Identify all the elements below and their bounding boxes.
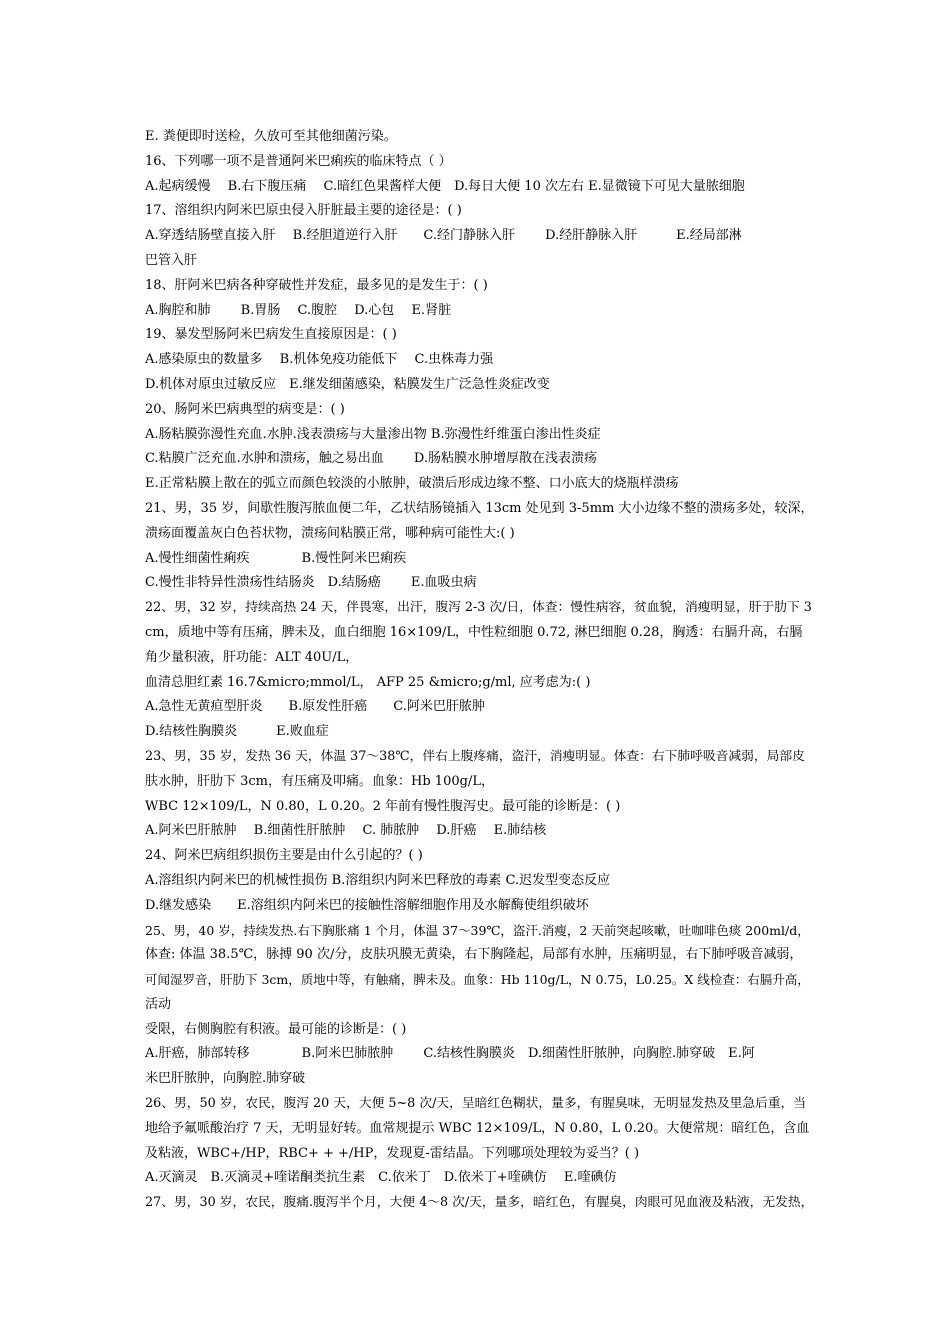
text-line: 溃疡面覆盖灰白色苔状物，溃疡间粘膜正常，哪种病可能性大:( ): [145, 525, 515, 541]
text-line: 巴管入肝: [145, 252, 198, 268]
text-line: A.慢性细菌性痢疾 B.慢性阿米巴痢疾: [145, 550, 407, 566]
text-line: D.继发感染 E.溶组织内阿米巴的接触性溶解细胞作用及水解酶使组织破坏: [145, 897, 589, 913]
text-line: E. 粪便即时送检，久放可至其他细菌污染。: [145, 129, 397, 144]
text-line: 21、男，35 岁，间歇性腹泻脓血便二年，乙状结肠镜插入 13cm 处见到 3-5mm 大小边缘不整的溃疡多处，较深，: [145, 500, 814, 516]
text-line: 可闻湿罗音，肝肋下 3cm，质地中等，有触痛，脾未及。血象：Hb 110g/L，N 0.75，L0.25。X 线检查：右膈升高，: [145, 972, 810, 988]
text-line: 体查: 体温 38.5℃，脉搏 90 次/分，皮肤巩膜无黄染，右下胸隆起，局部有水肿，压痛明显，右下肺呼吸音减弱，: [145, 947, 803, 963]
text-line: D.结核性胸膜炎 E.败血症: [145, 724, 329, 740]
text-line: A.溶组织内阿米巴的机械性损伤 B.溶组织内阿米巴释放的毒素 C.迟发型变态反应: [145, 872, 611, 888]
text-line: A.灭滴灵 B.灭滴灵+喹诺酮类抗生素 C.依米丁 D.依米丁+喹碘仿 E.喹碘仿: [145, 1170, 617, 1186]
text-line: 及粘液，WBC+/HP，RBC+ + +/HP，发现夏-雷结晶。下列哪项处理较为妥当？( ): [145, 1145, 640, 1161]
text-line: 血清总胆红素 16.7&micro;mmol/L， AFP 25 &micro;g/ml, 应考虑为:( ): [145, 674, 591, 690]
text-line: 22、男，32 岁，持续高热 24 天，伴畏寒，出汗，腹泻 2-3 次/日，体查：慢性病容，贫血貌，消瘦明显，肝于肋下 3: [145, 600, 812, 616]
text-line: C.慢性非特异性溃疡性结肠炎 D.结肠癌 E.血吸虫病: [145, 575, 477, 591]
text-line: 米巴肝脓肿，向胸腔.肺穿破: [145, 1071, 306, 1087]
text-line: D.机体对原虫过敏反应 E.继发细菌感染，粘膜发生广泛急性炎症改变: [145, 376, 550, 392]
text-line: 27、男，30 岁，农民，腹痛.腹泻半个月，大便 4～8 次/天，量多，暗红色，有腥臭，肉眼可见血液及粘液，无发热，: [145, 1195, 814, 1211]
text-line: 角少量积液，肝功能：ALT 40U/L，: [145, 649, 359, 665]
text-line: 19、暴发型肠阿米巴病发生直接原因是：( ): [145, 327, 397, 343]
text-line: C.粘膜广泛充血.水肿和溃疡，触之易出血 D.肠粘膜水肿增厚散在浅表溃疡: [145, 451, 597, 467]
text-line: 23、男，35 岁，发热 36 天，体温 37～38℃，伴右上腹疼痛，盗汗，消瘦明显。体查：右下肺呼吸音减弱，局部皮: [145, 748, 805, 764]
text-line: A.穿透结肠壁直接入肝 B.经胆道逆行入肝 C.经门静脉入肝 D.经肝静脉入肝 E.经局部淋: [145, 228, 742, 244]
document-page: [145, 125, 815, 1216]
text-line: A.阿米巴肝脓肿 B.细菌性肝脓肿 C. 肺脓肿 D.肝癌 E.肺结核: [145, 823, 547, 839]
text-line: 20、肠阿米巴病典型的病变是：( ): [145, 401, 345, 417]
text-line: 16、下列哪一项不是普通阿米巴痢疾的临床特点（ ）: [145, 153, 452, 169]
text-line: 24、阿米巴病组织损伤主要是由什么引起的？( ): [145, 848, 423, 864]
text-line: A.急性无黄疸型肝炎 B.原发性肝癌 C.阿米巴肝脓肿: [145, 699, 485, 715]
text-line: 18、肝阿米巴病各种穿破性并发症，最多见的是发生于：( ): [145, 277, 488, 293]
text-line: 25、男，40 岁，持续发热.右下胸胀痛 1 个月，体温 37～39℃，盗汗.消瘦，2 天前突起咳嗽，吐咖啡色痰 200ml/d，: [145, 922, 810, 938]
text-line: cm，质地中等有压痛，脾未及，血白细胞 16×109/L，中性粒细胞 0.72, 淋巴细胞 0.28，胸透：右膈升高，右膈: [145, 624, 803, 640]
text-line: A.起病缓慢 B.右下腹压痛 C.暗红色果酱样大便 D.每日大便 10 次左右 E.显微镜下可见大量脓细胞: [145, 178, 745, 194]
text-line: 受限，右侧胸腔有积液。最可能的诊断是：( ): [145, 1021, 407, 1037]
text-line: WBC 12×109/L，N 0.80，L 0.20。2 年前有慢性腹泻史。最可能的诊断是：( ): [145, 798, 621, 814]
text-line: 26、男，50 岁，农民，腹泻 20 天，大便 5~8 次/天，呈暗红色糊状，量多，有腥臭味，无明显发热及里急后重，当: [145, 1096, 807, 1112]
text-line: A.胸腔和肺 B.胃肠 C.腹腔 D.心包 E.肾脏: [145, 302, 452, 318]
text-line: 地给予氟哌酸治疗 7 天，无明显好转。血常规提示 WBC 12×109/L，N 0.80，L 0.20。大便常规：暗红色，含血: [145, 1120, 810, 1136]
text-line: A.肝癌，肺部转移 B.阿米巴肺脓肿 C.结核性胸膜炎 D.细菌性肝脓肿，向胸腔.肺穿破 E.阿: [145, 1046, 755, 1062]
text-line: 活动: [145, 996, 172, 1012]
text-line: E.正常粘膜上散在的弧立而颜色较淡的小脓肿，破溃后形成边缘不整、口小底大的烧瓶样溃疡: [145, 476, 679, 492]
text-line: 17、溶组织内阿米巴原虫侵入肝脏最主要的途径是：( ): [145, 203, 462, 219]
text-line: A.感染原虫的数量多 B.机体免疫功能低下 C.虫株毒力强: [145, 352, 494, 368]
text-line: A.肠粘膜弥漫性充血.水肿.浅表溃疡与大量渗出物 B.弥漫性纤维蛋白渗出性炎症: [145, 426, 601, 442]
text-line: 肤水肿，肝肋下 3cm，有压痛及叩痛。血象：Hb 100g/L，: [145, 773, 494, 789]
